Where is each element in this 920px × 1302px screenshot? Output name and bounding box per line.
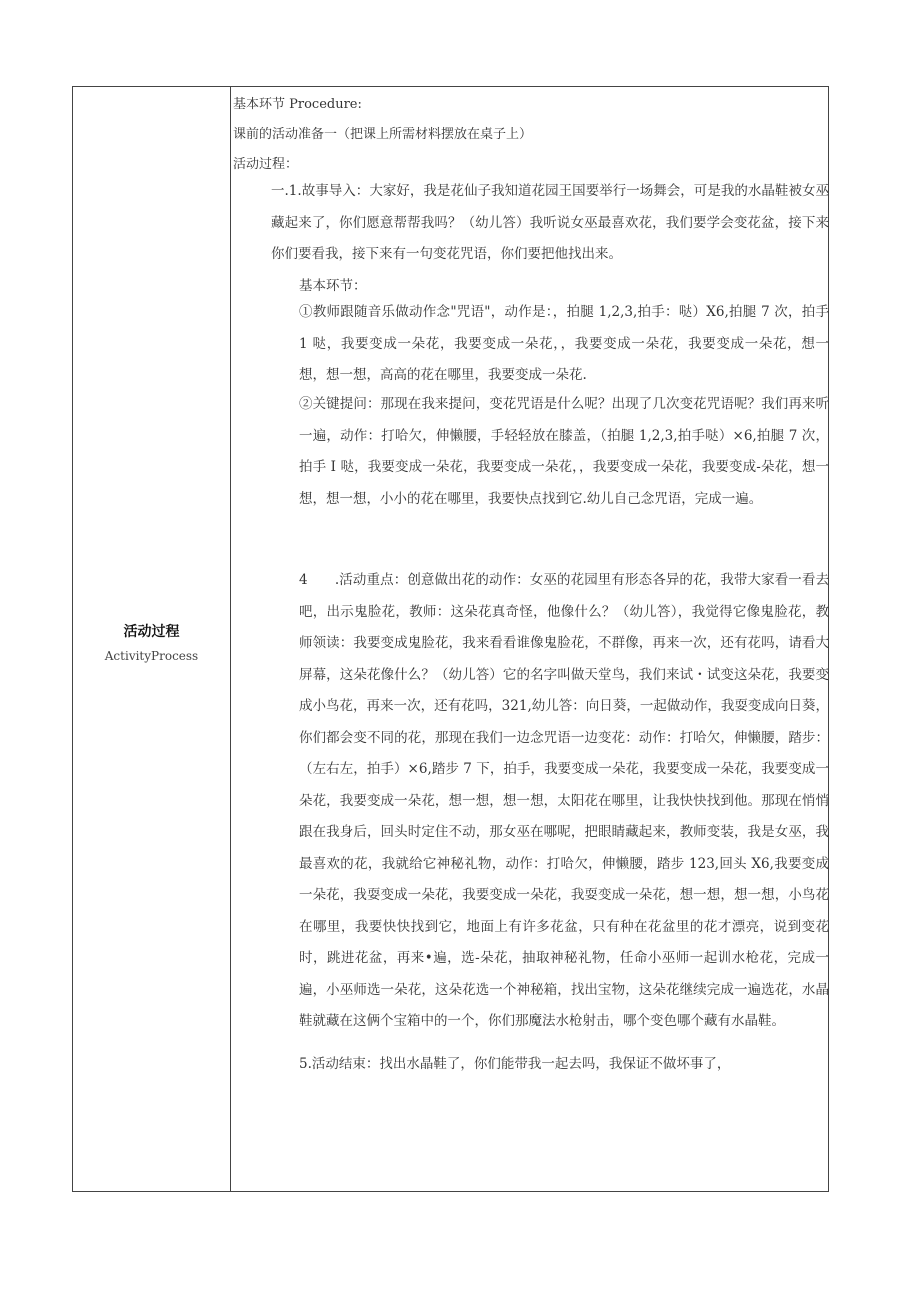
prep-text: 课前的活动准备一（把课上所需材料摆放在桌子上）	[233, 127, 533, 142]
step5-paragraph: 5.活动结束：找出水晶鞋了，你们能带我一起去吗，我保证不做坏事了，	[299, 1056, 731, 1072]
process-label: 活动过程：	[233, 157, 299, 172]
basic-section-label: 基本环节：	[299, 278, 367, 294]
content-cell	[231, 87, 829, 1191]
step4-paragraph: 4 .活动重点：创意做出花的动作：女巫的花园里有形态各异的花，我带大家看一看去吧，出示鬼脸花，教师：这朵花真奇怪，他像什么？（幼儿答），我觉得它像鬼脸花，教师领读：我要变成鬼脸花，我来看看谁像鬼脸花，不群像，再来一次，还有花吗，请看大屏幕，这朵花像什么？（幼儿答）它的名字叫做天堂鸟，我们来试・试变这朵花，我要变成小鸟花，再来一次，还有花吗，321,幼儿答：向日葵，一起做动作，我耍变成向日葵，你们都会变不同的花，那现在我们一边念咒语一边变花：动作：打哈欠，伸懒腰，踏步：（左右左，拍手）×6,踏步 7 下，拍手，我要变成一朵花，我要变成一朵花，我要变成一朵花，我要变成一朵花，想一想，想一想，太阳花在哪里，让我快快找到他。那现在悄悄跟在我身后，回头时定住不动，那女巫在哪呢，把眼睛藏起来，教师变装，我是女巫，我最喜欢的花，我就给它神秘礼物，动作：打哈欠，伸懒腰，踏步 123,回头 X6,我要变成一朵花，我耍变成一朵花，我要变成一朵花，我耍变成一朵花，想一想，想一想，小鸟花在哪里，我要快快找到它，地面上有许多花盆，只有种在花盆里的花才漂亮，说到变花时，跳进花盆，再来•遍，选-朵花，抽取神秘礼物，任命小巫师一起训水枪花，完成一遍，小巫师选一朵花，这朵花选一个神秘箱，找出宝物，这朵花继续完成一遍选花，水晶鞋就藏在这俩个宝箱中的一个，你们那魔法水枪射击，哪个变色哪个藏有水晶鞋。	[299, 572, 829, 1029]
step2-paragraph: ②关键提问：那现在我来提问，变花咒语是什么呢？出现了几次变花咒语呢？我们再来听一遍，动作：打哈欠，伸懒腰，手轻轻放在膝盖，（拍腿 1,2,3,拍手哒）×6,拍腿 7 次，拍手 I 哒，我要变成一朵花，我要变成一朵花，，我要变成一朵花，我要变成-朵花，想一想，想一想，小小的花在哪里，我要快点找到它.幼儿自己念咒语，完成一遍。	[299, 396, 829, 507]
procedure-table	[72, 86, 829, 1192]
section-subtitle: ActivityProcess	[104, 649, 199, 663]
step1-paragraph: ①教师跟随音乐做动作念"咒语"，动作是：，拍腿 1,2,3,拍手：哒）X6,拍腿 7 次，拍手 1 哒，我要变成一朵花，我要变成一朵花，，我要变成一朵花，我要变成一朵花，想一想，想一想，高高的花在哪里，我要变成一朵花.	[299, 304, 829, 383]
section-title: 活动过程	[123, 624, 180, 640]
intro-paragraph: 一.1.故事导入：大家好，我是花仙子我知道花园王国要举行一场舞会，可是我的水晶鞋被女巫藏起来了，你们愿意帮帮我吗？（幼儿答）我听说女巫最喜欢花，我们要学会变花盆，接下来你们要看我，接下来有一句变花咒语，你们要把他找出来。	[271, 183, 829, 262]
procedure-label: 基本环节 Procedure:	[233, 97, 362, 112]
left-header-cell	[73, 87, 230, 1191]
